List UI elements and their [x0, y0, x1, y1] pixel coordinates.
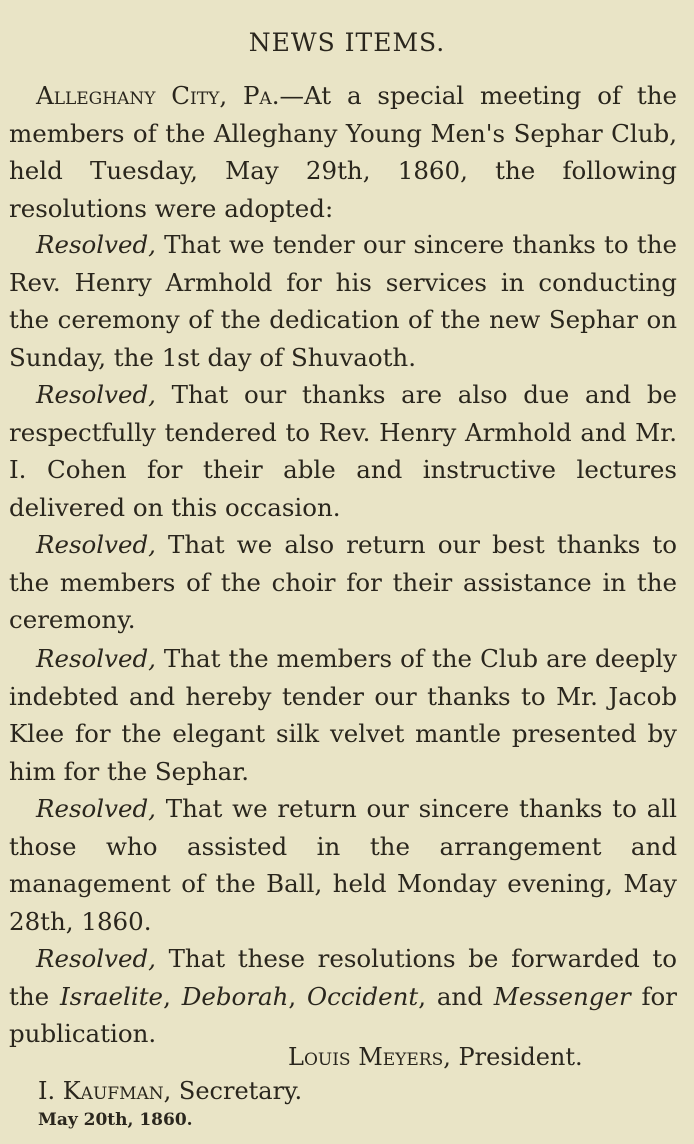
intro-paragraph: [9, 77, 677, 227]
resolved-word: Resolved,: [36, 644, 156, 673]
resolution-text: That our thanks are also due and be respectfully tendered to Rev. Henry Armhold and Mr. I. Cohen for their able and instructive lectures delivered on this occasion.: [9, 380, 677, 522]
publication-name: Messenger: [493, 981, 631, 1011]
president-title: , President.: [443, 1043, 583, 1071]
resolution-1: [9, 226, 677, 376]
resolution-text: That these resolutions be forwarded to the: [9, 944, 677, 1011]
resolution-5: [9, 790, 677, 940]
resolved-word: Resolved,: [36, 944, 156, 973]
resolution-text: That we tender our sincere thanks to the Rev. Henry Armhold for his services in conducting the ceremony of the dedication of the new Sephar on Sunday, the 1st day of Shuvaoth.: [9, 230, 677, 372]
secretary-signature: [38, 1077, 302, 1105]
separator: ,: [163, 981, 182, 1011]
president-signature: [288, 1043, 583, 1071]
secretary-title: , Secretary.: [163, 1077, 303, 1105]
resolution-text: for publication.: [9, 981, 678, 1049]
publication-name: Occident: [307, 981, 419, 1011]
resolved-word: Resolved,: [36, 230, 156, 259]
section-title: NEWS ITEMS.: [248, 28, 446, 57]
letter-date: May 20th, 1860.: [38, 1110, 193, 1130]
publication-name: Deborah: [181, 981, 289, 1011]
resolution-text: That we also return our best thanks to the members of the choir for their assistance in the ceremony.: [9, 530, 677, 635]
resolution-text: That we return our sincere thanks to all those who assisted in the arrangement and management of the Ball, held Monday evening, May 28th, 1860.: [9, 794, 677, 936]
resolved-word: Resolved,: [36, 794, 156, 823]
separator: , and: [418, 981, 494, 1011]
resolved-word: Resolved,: [36, 530, 156, 559]
separator: ,: [288, 981, 308, 1011]
secretary-name: I. Kaufman: [38, 1077, 164, 1105]
publication-name: Israelite: [59, 981, 164, 1011]
resolution-3: [9, 526, 677, 639]
resolution-2: [9, 376, 677, 526]
resolution-6: [9, 940, 677, 1053]
intro-text: —At a special meeting of the members of the Alleghany Young Men's Sephar Club, held Tuesday, May 29th, 1860, the following resolutions were adopted:: [9, 81, 677, 223]
resolved-word: Resolved,: [36, 380, 156, 409]
dateline-place: Alleghany City, Pa.: [36, 81, 280, 110]
resolution-4: [9, 640, 677, 790]
president-name: Louis Meyers: [288, 1043, 444, 1071]
resolution-text: That the members of the Club are deeply indebted and hereby tender our thanks to Mr. Jacob Klee for the elegant silk velvet mantle presented by him for the Sephar.: [9, 644, 677, 786]
